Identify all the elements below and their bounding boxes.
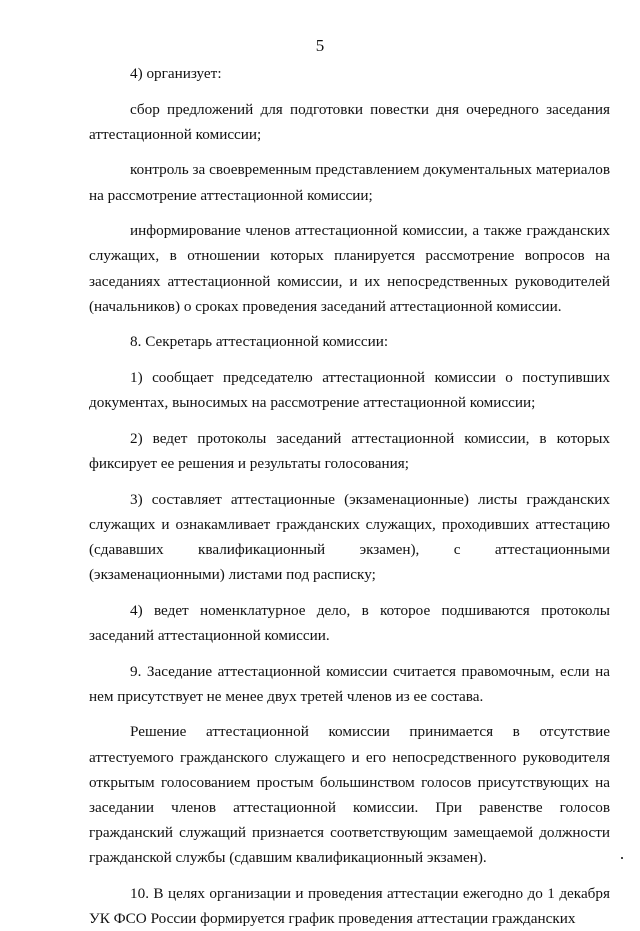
paragraph-collect-proposals: сбор предложений для подготовки повестки дня очередного заседания аттестационной комиссии;: [89, 100, 610, 143]
document-body: [89, 61, 610, 931]
page-number: 5: [315, 36, 325, 55]
scan-speck: [621, 857, 623, 859]
paragraph-secretary-heading: 8. Секретарь аттестационной комиссии:: [130, 333, 389, 351]
paragraph-quorum: 9. Заседание аттестационной комиссии считается правомочным, если на нем присутствует не менее двух третей членов из ее состава.: [89, 662, 610, 705]
paragraph-control-materials: контроль за своевременным представлением документальных материалов на рассмотрение аттестационной комиссии;: [89, 161, 610, 204]
paragraph-organizes: 4) организует:: [130, 65, 222, 82]
paragraph-secretary-item-3: 3) составляет аттестационные (экзаменационные) листы гражданских служащих и ознакамливает гражданских служащих, проходивших аттестацию (сдававших квалификационный экзамен), с аттестационными (экзаменационными) листами под расписку;: [89, 490, 610, 584]
paragraph-secretary-item-1: 1) сообщает председателю аттестационной комиссии о поступивших документах, выносимых на рассмотрение аттестационной комиссии;: [89, 368, 610, 412]
paragraph-schedule: 10. В целях организации и проведения аттестации ежегодно до 1 декабря УК ФСО России формируется график проведения аттестации гражданских: [89, 884, 610, 928]
paragraph-decision-voting: Решение аттестационной комиссии принимается в отсутствие аттестуемого гражданского служащего и его непосредственного руководителя открытым голосованием простым большинством голосов присутствующих на заседании членов аттестационной комиссии. При равенстве голосов гражданский служащий признается соответствующим замещаемой должности гражданской службы (сдавшим квалификационный экзамен).: [89, 723, 610, 867]
paragraph-secretary-item-4: 4) ведет номенклатурное дело, в которое подшиваются протоколы заседаний аттестационной комиссии.: [89, 601, 610, 644]
paragraph-informing-members: информирование членов аттестационной комиссии, а также гражданских служащих, в отношении которых планируется рассмотрение вопросов на заседаниях аттестационной комиссии, и их непосредственных руководителей (начальников) о сроках проведения заседаний аттестационной комиссии.: [89, 222, 610, 315]
paragraph-secretary-item-2: 2) ведет протоколы заседаний аттестационной комиссии, в которых фиксирует ее решения и результаты голосования;: [89, 429, 610, 472]
